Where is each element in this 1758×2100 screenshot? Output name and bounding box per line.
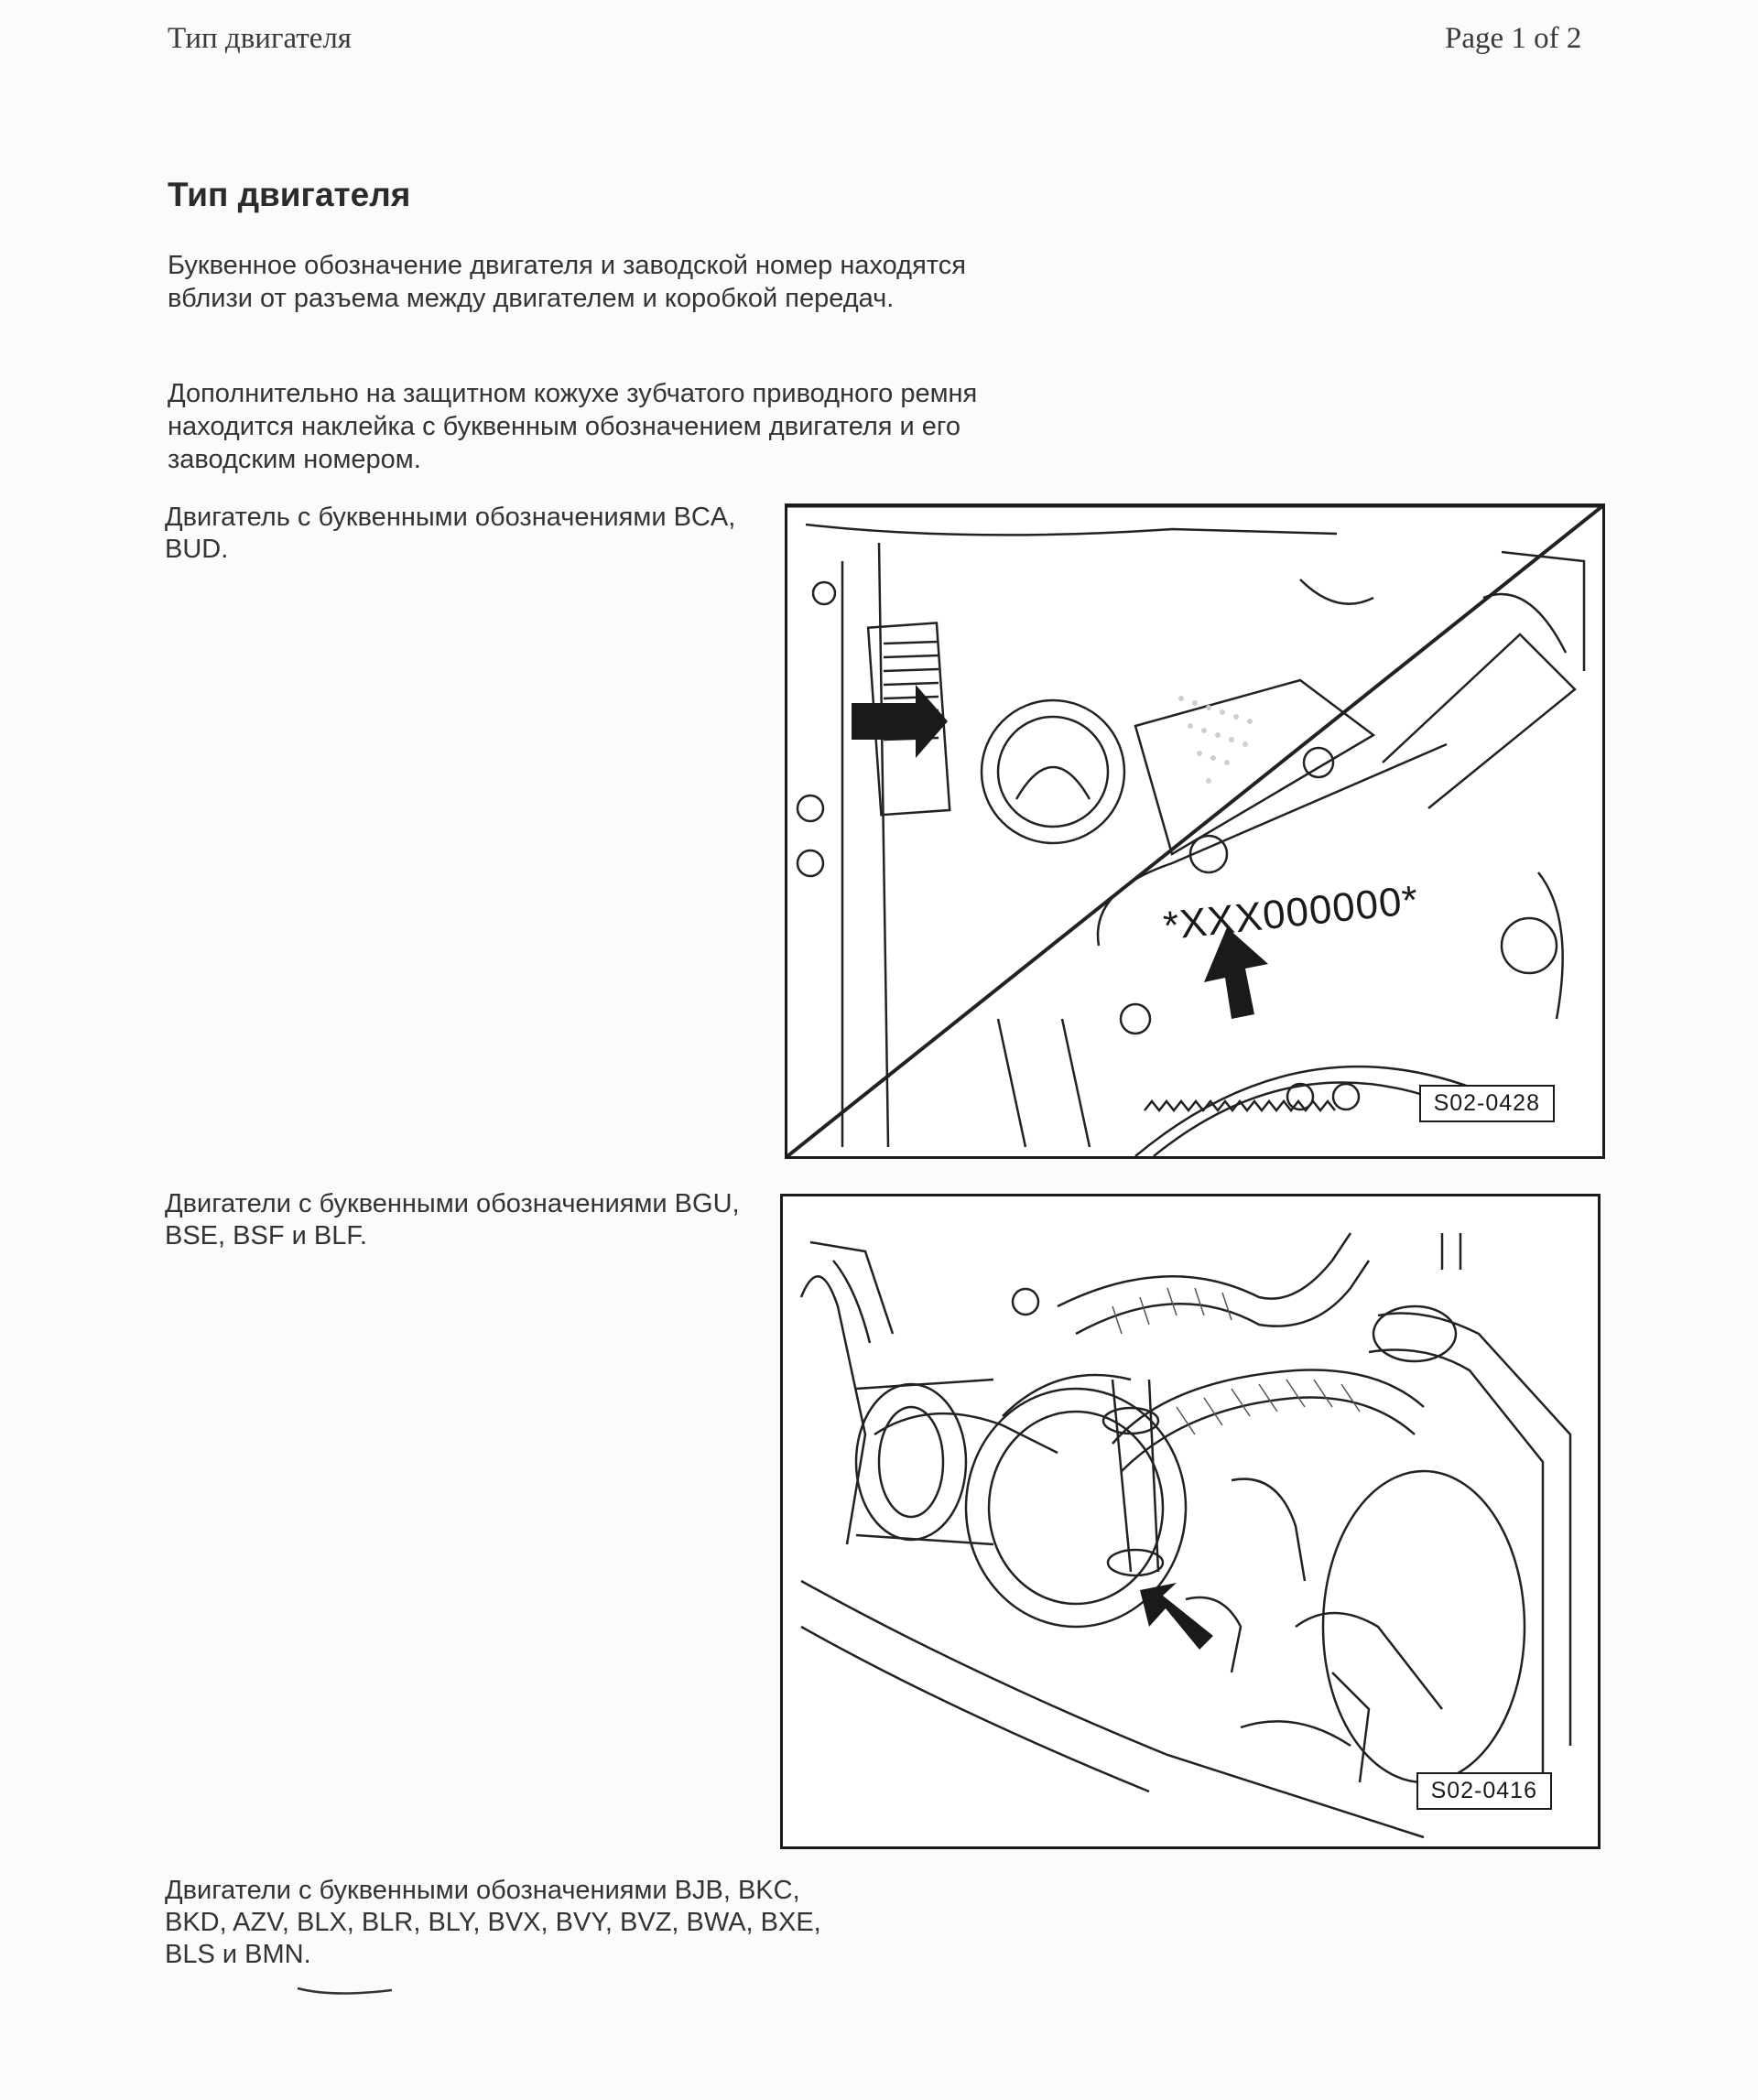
document-title: Тип двигателя bbox=[168, 176, 411, 213]
arrow-icon bbox=[1140, 1583, 1213, 1650]
engine-serial-label: *XXX000000* bbox=[1161, 877, 1421, 949]
engine-caption-bca-bud: Двигатель с буквенными обозначениями BCA, BUD. bbox=[165, 503, 736, 564]
page-header-title: Тип двигателя bbox=[168, 22, 352, 55]
engine-figure-bca-bud bbox=[785, 503, 1605, 1159]
intro-paragraph: Буквенное обозначение двигателя и заводской номер находятся вблизи от разъема между двигателем и коробкой передач. bbox=[168, 251, 966, 313]
engine-line-drawing bbox=[787, 506, 1602, 1156]
engine-caption-bgu-group: Двигатели с буквенными обозначениями BGU, BSE, BSF и BLF. bbox=[165, 1189, 740, 1250]
engine-caption-bjb-group: Двигатели с буквенными обозначениями BJB, BKC, BKD, AZV, BLX, BLR, BLY, BVX, BVY, BVZ, BWA, BXE, BLS и BMN. bbox=[165, 1876, 821, 1969]
figure-code: S02-0416 bbox=[1416, 1772, 1552, 1810]
engine-figure-bgu-group bbox=[780, 1194, 1601, 1849]
page-number: Page 1 of 2 bbox=[1445, 22, 1582, 55]
engine-line-drawing bbox=[783, 1196, 1598, 1846]
sticker-paragraph: Дополнительно на защитном кожухе зубчатого приводного ремня находится наклейка с буквенным обозначением двигателя и его заводским номером. bbox=[168, 379, 978, 474]
handwritten-underline bbox=[296, 1981, 396, 1999]
figure-code: S02-0428 bbox=[1419, 1085, 1555, 1122]
